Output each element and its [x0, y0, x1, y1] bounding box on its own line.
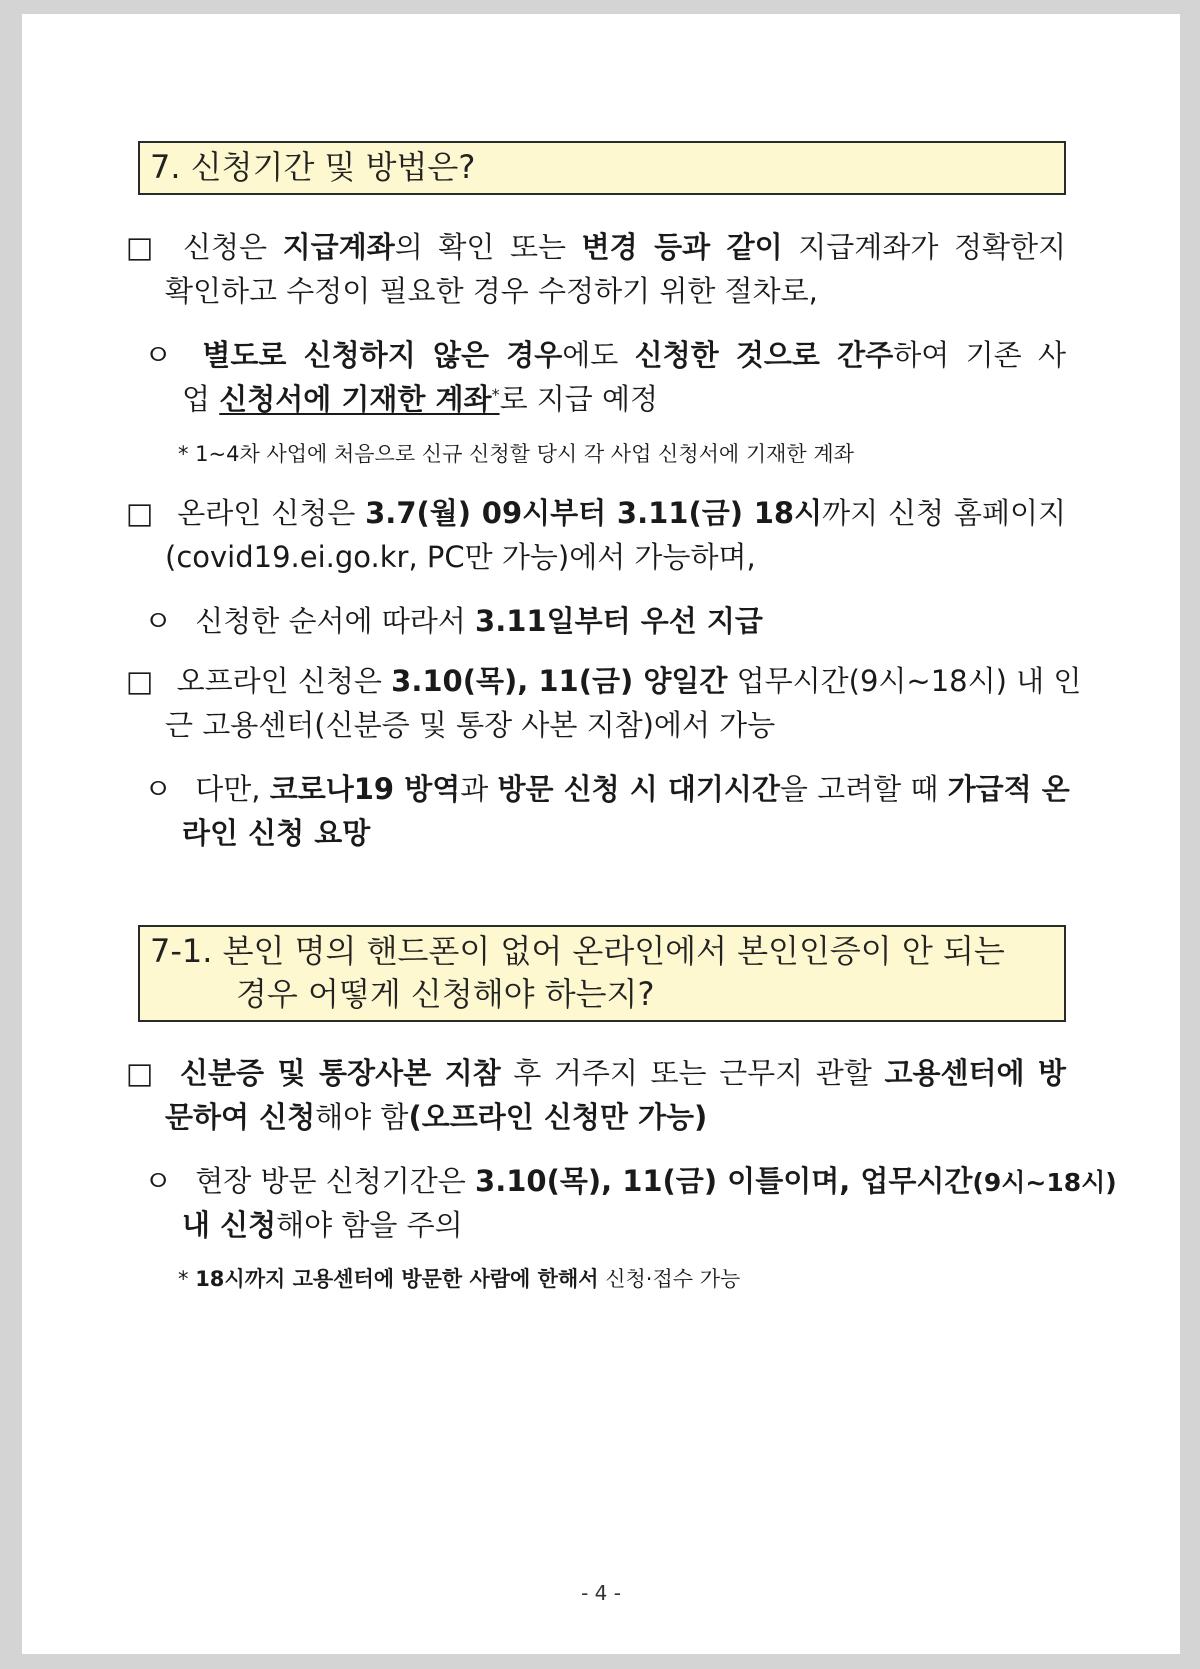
bullet-line-cont: 근 고용센터(신분증 및 통장 사본 지참)에서 가능: [165, 708, 776, 742]
footnote: * 1~4차 사업에 처음으로 신규 신청할 당시 각 사업 신청서에 기재한 계좌: [178, 442, 854, 466]
circle-bullet-icon: ㅇ: [144, 338, 173, 372]
checkbox-bullet-icon: □: [126, 496, 154, 530]
checkbox-bullet-icon: □: [126, 230, 154, 264]
sub-bullet-line-cont: 업 신청서에 기재한 계좌*로 지급 예정: [182, 382, 659, 416]
footnote: * 18시까지 고용센터에 방문한 사람에 한해서 신청·접수 가능: [178, 1267, 741, 1291]
circle-bullet-icon: ㅇ: [144, 772, 173, 806]
sub-bullet-line-cont: 라인 신청 요망: [182, 816, 371, 850]
sub-bullet-line-cont: 내 신청해야 함을 주의: [182, 1208, 463, 1242]
bullet-line: □ 신분증 및 통장사본 지참 후 거주지 또는 근무지 관할 고용센터에 방: [126, 1050, 1066, 1096]
bullet-line: □ 신청은 지급계좌의 확인 또는 변경 등과 같이 지급계좌가 정확한지: [126, 224, 1066, 270]
section-title: 7-1. 본인 명의 핸드폰이 없어 온라인에서 본인인증이 안 되는: [150, 932, 1005, 970]
bullet-line-cont: (covid19.ei.go.kr, PC만 가능)에서 가능하며,: [165, 540, 756, 574]
bullet-line: □ 온라인 신청은 3.7(월) 09시부터 3.11(금) 18시까지 신청 홈페이지: [126, 490, 1066, 536]
page-number: - 4 -: [581, 1581, 621, 1605]
section-title: 7. 신청기간 및 방법은?: [150, 148, 476, 186]
document-page: [22, 14, 1180, 1654]
bullet-line: □ 오프라인 신청은 3.10(목), 11(금) 양일간 업무시간(9시~18시) 내 인: [126, 658, 1066, 704]
sub-bullet-line: ㅇ 다만, 코로나19 방역과 방문 신청 시 대기시간을 고려할 때 가급적 온: [144, 766, 1066, 812]
sub-bullet-line: ㅇ 현장 방문 신청기간은 3.10(목), 11(금) 이틀이며, 업무시간(9시~18시): [144, 1158, 1066, 1206]
circle-bullet-icon: ㅇ: [144, 604, 173, 638]
checkbox-bullet-icon: □: [126, 1056, 154, 1090]
section-title-box: [138, 925, 1066, 1022]
sub-bullet-line: ㅇ 신청한 순서에 따라서 3.11일부터 우선 지급: [144, 598, 763, 644]
checkbox-bullet-icon: □: [126, 664, 154, 698]
section-title-cont: 경우 어떻게 신청해야 하는지?: [236, 975, 655, 1013]
section-title-box: [138, 141, 1066, 195]
sub-bullet-line: ㅇ 별도로 신청하지 않은 경우에도 신청한 것으로 간주하여 기존 사: [144, 332, 1066, 378]
bullet-line-cont: 문하여 신청해야 함(오프라인 신청만 가능): [165, 1100, 708, 1134]
bullet-line-cont: 확인하고 수정이 필요한 경우 수정하기 위한 절차로,: [165, 274, 818, 308]
circle-bullet-icon: ㅇ: [144, 1164, 173, 1198]
